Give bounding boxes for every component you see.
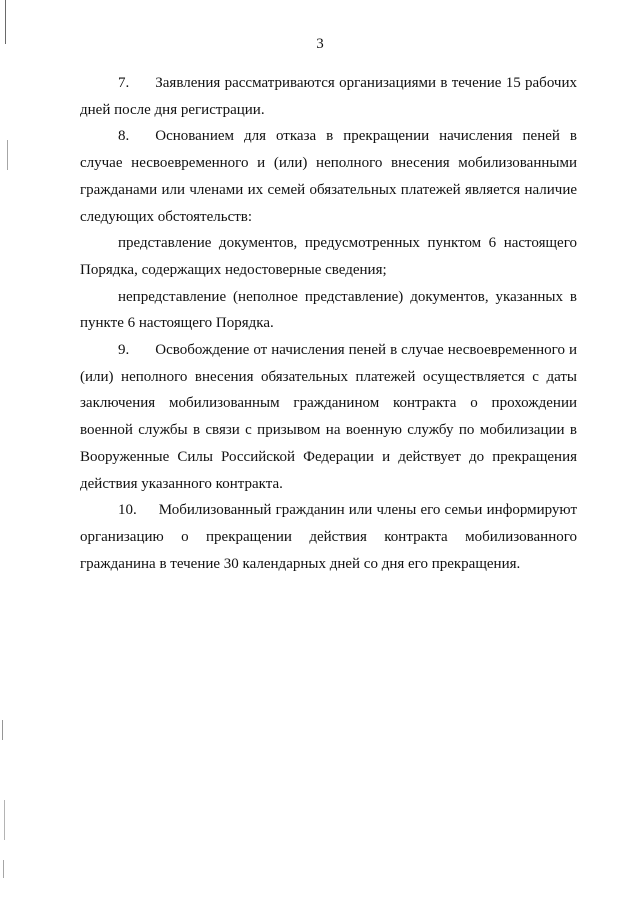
paragraph-10-number: 10. xyxy=(118,502,137,519)
paragraph-8-number: 8. xyxy=(118,128,130,145)
scan-margin-mark xyxy=(2,720,3,740)
paragraph-8-item-1: представление документов, предусмотренных пунктом 6 настоящего Порядка, содержащих недостоверные сведения; xyxy=(80,235,577,278)
paragraph-10-text: Мобилизованный гражданин или члены его семьи информируют организацию о прекращении действия контракта мобилизованного гражданина в течение 30 календарных дней со дня его прекращения. xyxy=(80,502,577,572)
paragraph-8-text: Основанием для отказа в прекращении начисления пеней в случае несвоевременного и (или) неполного внесения мобилизованными гражданами или членами их семей обязательных платежей является наличие следующих обстоятельств: xyxy=(80,128,577,225)
paragraph-8-item-2: непредставление (неполное представление) документов, указанных в пункте 6 настоящего Порядка. xyxy=(80,288,577,332)
page-number: 3 xyxy=(316,36,324,52)
paragraph-9-text: Освобождение от начисления пеней в случае несвоевременного и (или) неполного внесения обязательных платежей осуществляется с даты заключения мобилизованным гражданином контракта о прохождении военной службы в связи с призывом на военную службу по мобилизации в Вооруженные Силы Российской Федерации и действует до прекращения действия указанного контракта. xyxy=(80,342,577,492)
paragraph-9-number: 9. xyxy=(118,342,130,359)
paragraph-7-text: Заявления рассматриваются организациями в течение 15 рабочих дней после дня регистрации. xyxy=(80,75,577,118)
paragraph-8 xyxy=(80,123,577,230)
scan-margin-mark xyxy=(7,140,8,170)
paragraph-10 xyxy=(80,497,577,577)
scan-margin-mark xyxy=(4,800,5,840)
paragraph-9 xyxy=(80,337,577,497)
paragraph-7 xyxy=(80,70,577,123)
scan-margin-mark xyxy=(5,0,6,44)
scan-margin-mark xyxy=(3,860,4,878)
document-body xyxy=(80,70,577,577)
paragraph-7-number: 7. xyxy=(118,75,130,91)
